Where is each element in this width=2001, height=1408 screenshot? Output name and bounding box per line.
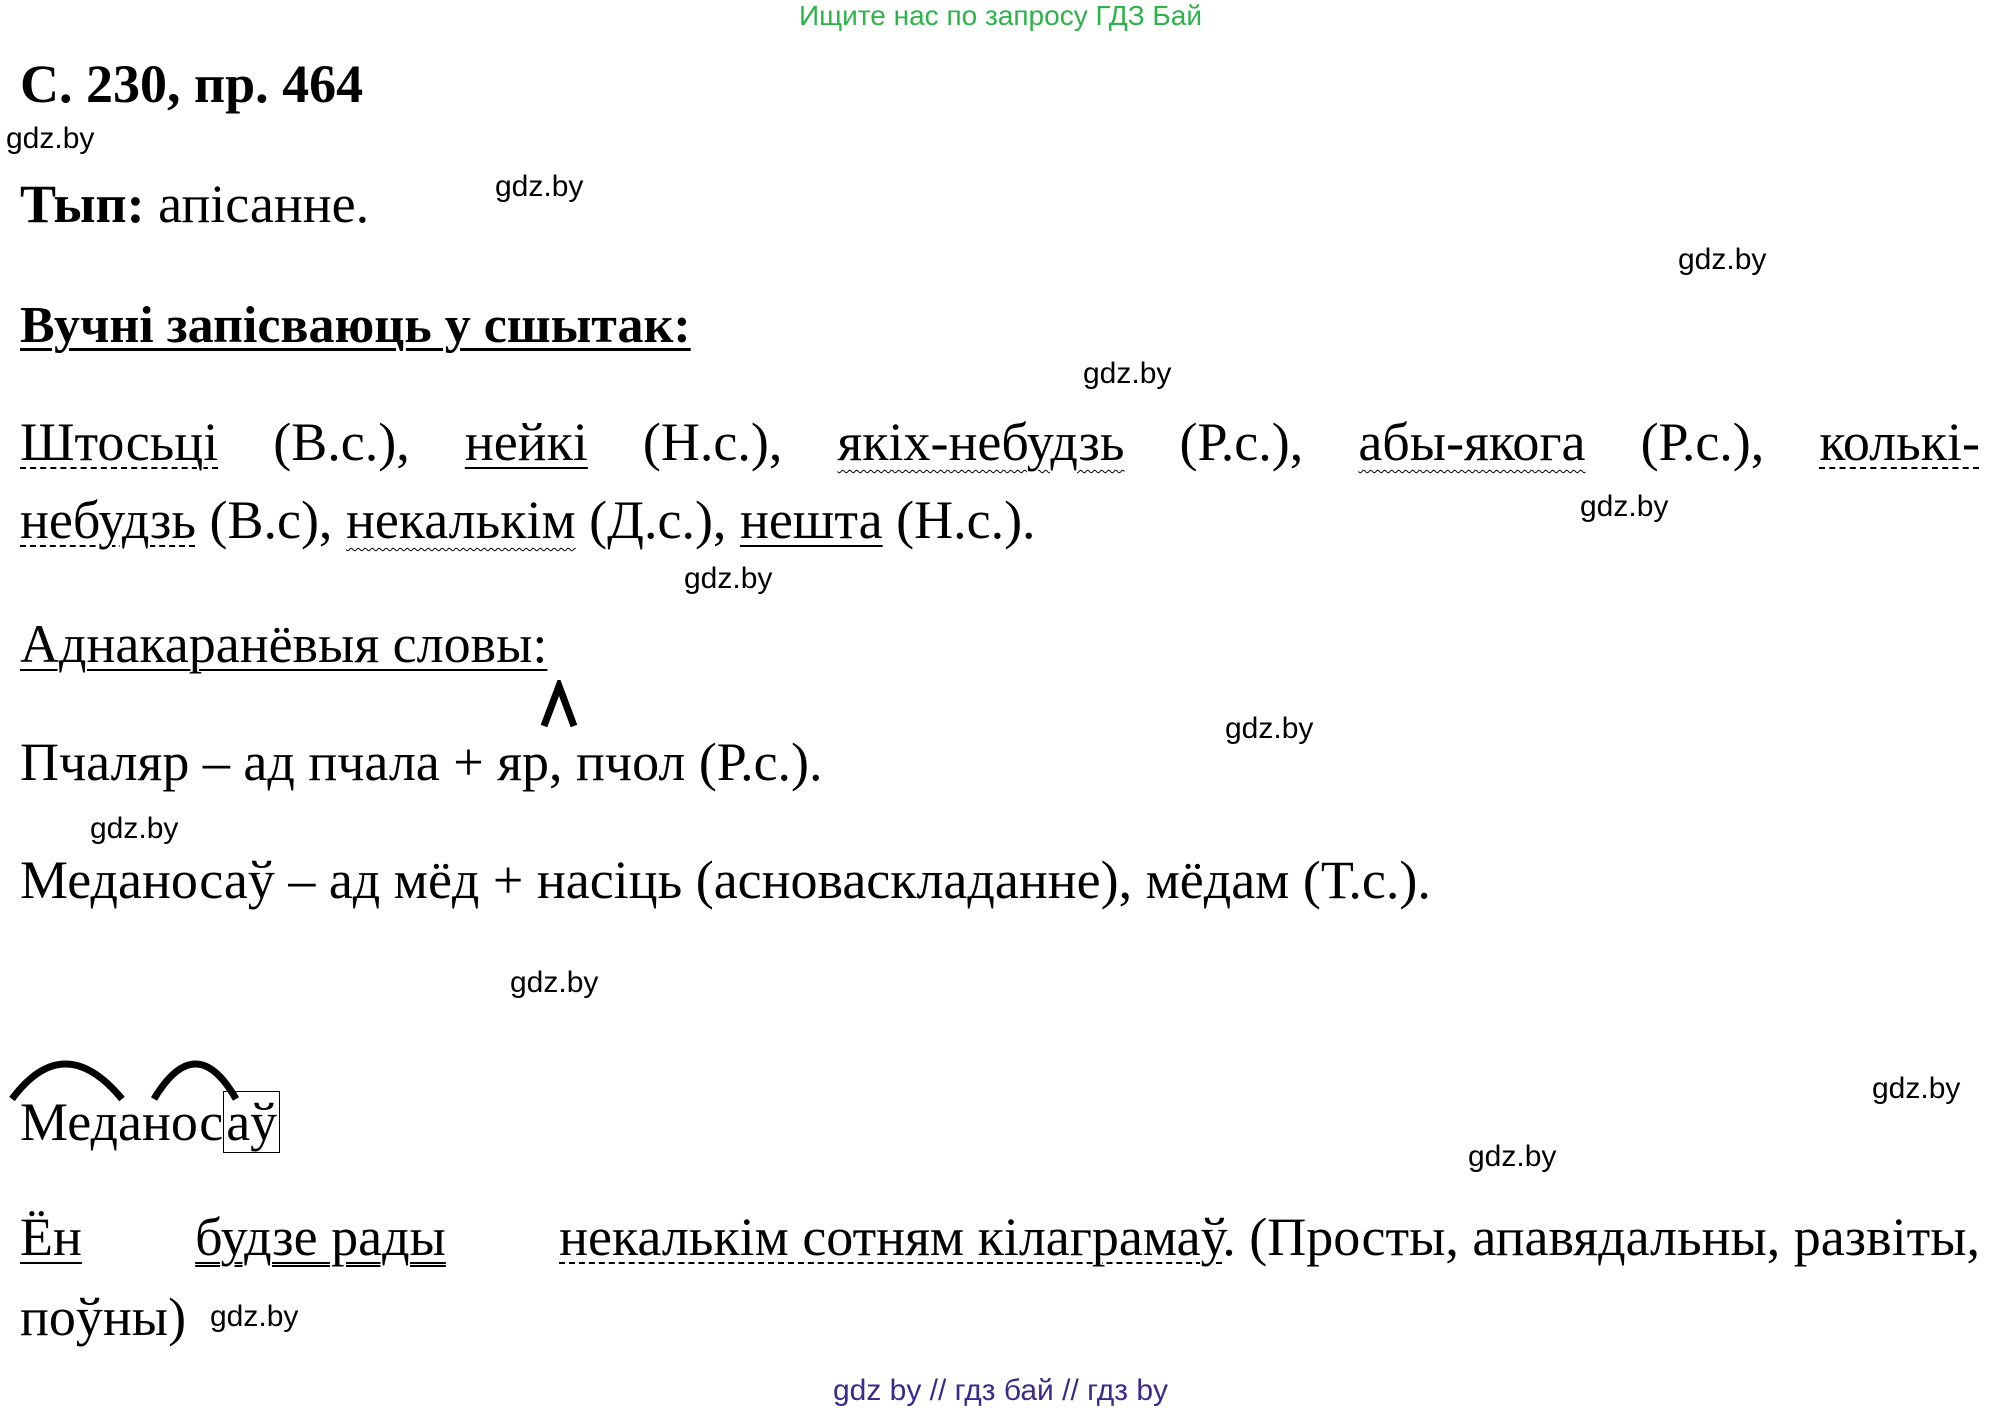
pronoun-word: некалькім bbox=[345, 490, 576, 550]
predicate: будзе рады bbox=[195, 1207, 446, 1267]
sentence-line-2: поўны) bbox=[20, 1287, 187, 1347]
footer-links[interactable]: gdz by // гдз бай // гдз by bbox=[832, 1374, 1169, 1407]
pronoun-word: Штосьці bbox=[20, 412, 219, 472]
type-line bbox=[20, 172, 369, 236]
sentence-description: . (Просты, апавядальны, развіты, bbox=[1222, 1207, 1980, 1267]
object: некалькім сотням кілаграмаў bbox=[559, 1207, 1223, 1267]
pronoun-word: нейкі bbox=[464, 412, 588, 472]
case-note: (Н.с.). bbox=[882, 490, 1036, 550]
medanosau-line: Меданосаў – ад мёд + насіць (асноваскладанне), мёдам (Т.с.). bbox=[20, 850, 1431, 910]
top-banner[interactable]: Ищите нас по запросу ГДЗ Бай bbox=[798, 0, 1203, 31]
type-label: Тып: bbox=[20, 174, 145, 234]
watermark: gdz.by bbox=[1225, 712, 1314, 745]
watermark: gdz.by bbox=[495, 170, 584, 203]
case-note: (В.с), bbox=[209, 490, 333, 550]
sentence-line-1 bbox=[20, 1205, 1980, 1269]
pronoun-word: абы-якога bbox=[1358, 412, 1586, 472]
case-note: (В.с.), bbox=[273, 412, 410, 472]
case-note: (Р.с.), bbox=[1179, 412, 1304, 472]
pronoun-word: колькі- bbox=[1819, 412, 1980, 472]
pronoun-word: якіх-небудзь bbox=[837, 412, 1125, 472]
watermark: gdz.by bbox=[6, 122, 95, 155]
case-note: (Р.с.), bbox=[1640, 412, 1765, 472]
morpheme-word bbox=[20, 1090, 280, 1154]
pchalyar-line: Пчаляр – ад пчала + яр, пчол (Р.с.). bbox=[20, 732, 823, 792]
type-value: апісанне. bbox=[144, 174, 370, 234]
word-ending: аў bbox=[223, 1091, 280, 1153]
pronoun-line-1 bbox=[20, 410, 1980, 474]
case-note: (Н.с.), bbox=[642, 412, 783, 472]
word-stem: Меданос bbox=[20, 1092, 224, 1152]
object-and-description bbox=[559, 1205, 1980, 1269]
pronoun-word: небудзь bbox=[20, 490, 196, 550]
subject: Ён bbox=[20, 1207, 82, 1267]
watermark: gdz.by bbox=[1468, 1140, 1557, 1173]
watermark: gdz.by bbox=[1872, 1072, 1961, 1105]
watermark: gdz.by bbox=[684, 562, 773, 595]
pronoun-line-2 bbox=[20, 488, 1036, 552]
page-title: С. 230, пр. 464 bbox=[20, 54, 364, 114]
watermark: gdz.by bbox=[1678, 243, 1767, 276]
watermark: gdz.by bbox=[1083, 357, 1172, 390]
case-note: (Д.с.), bbox=[589, 490, 727, 550]
subheading: Аднакаранёвыя словы: bbox=[20, 614, 548, 674]
suffix-mark-icon bbox=[538, 680, 580, 730]
pronoun-word: нешта bbox=[739, 490, 883, 550]
watermark: gdz.by bbox=[510, 966, 599, 999]
watermark: gdz.by bbox=[90, 812, 179, 845]
watermark: gdz.by bbox=[210, 1300, 299, 1333]
watermark: gdz.by bbox=[1580, 490, 1669, 523]
section-heading: Вучні запісваюць у сшытак: bbox=[20, 297, 691, 354]
